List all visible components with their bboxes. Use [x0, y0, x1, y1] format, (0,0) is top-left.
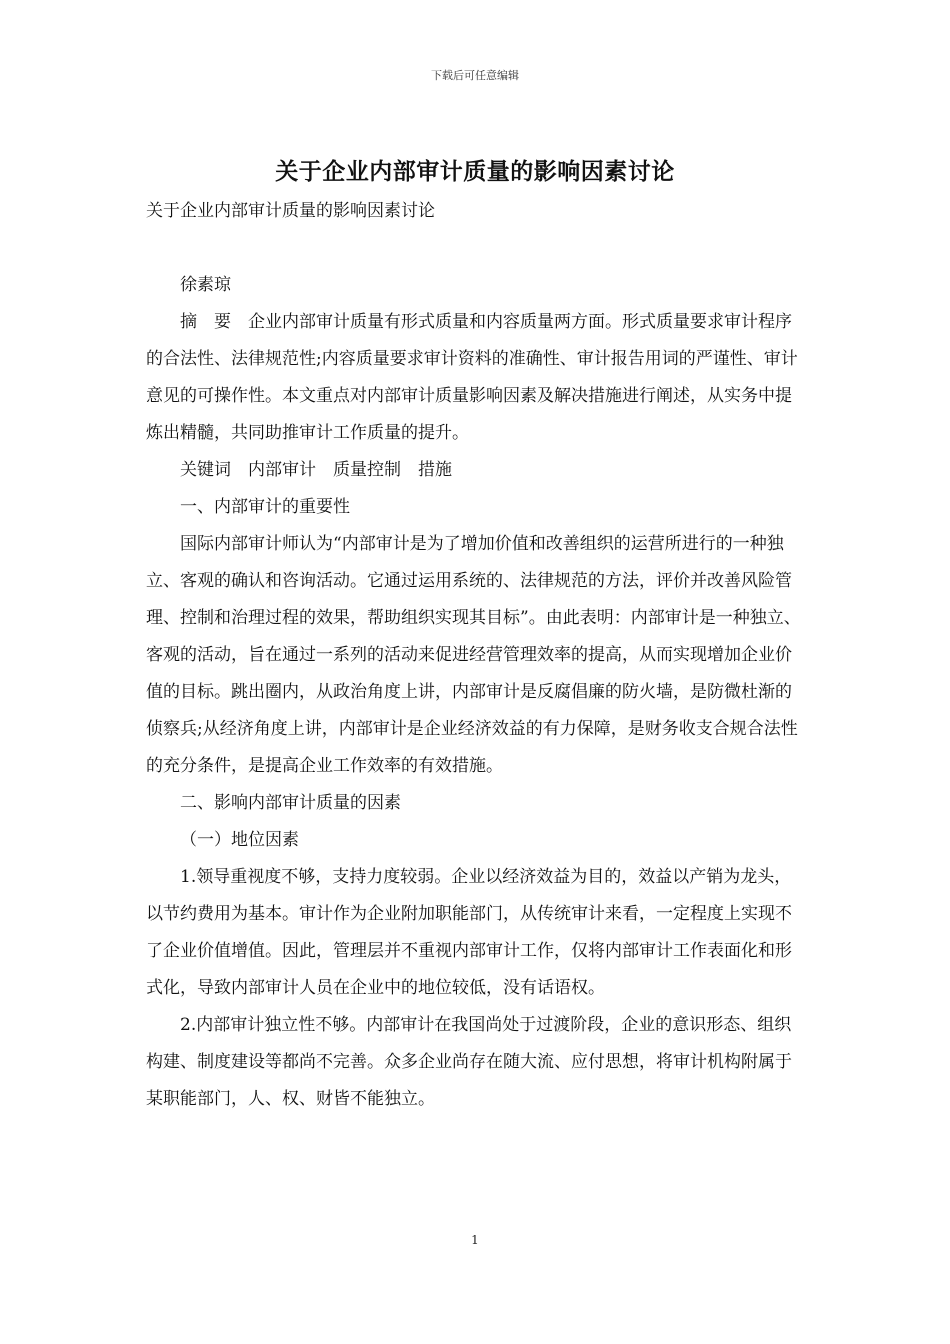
document-title: 关于企业内部审计质量的影响因素讨论	[275, 158, 675, 185]
subsection-heading-1: （一）地位因素	[180, 830, 299, 850]
page-number: 1	[471, 1233, 479, 1247]
point-1-paragraph: 1.领导重视度不够，支持力度较弱。企业以经济效益为目的，效益以产销为龙头，以节约费用为基本。审计作为企业附加职能部门，从传统审计来看，一定程度上实现不了企业价值增值。因此，管理层并不重视内部审计工作，仅将内部审计工作表面化和形式化，导致内部审计人员在企业中的地位较低，没有话语权。	[146, 867, 792, 998]
header-note: 下载后可任意编辑	[431, 69, 519, 82]
keywords: 关键词 内部审计 质量控制 措施	[180, 460, 452, 480]
author: 徐素琼	[180, 275, 231, 295]
section-heading-2: 二、影响内部审计质量的因素	[180, 793, 401, 813]
section-1-paragraph: 国际内部审计师认为“内部审计是为了增加价值和改善组织的运营所进行的一种独立、客观的确认和咨询活动。它通过运用系统的、法律规范的方法，评价并改善风险管理、控制和治理过程的效果，帮助组织实现其目标”。由此表明：内部审计是一种独立、客观的活动，旨在通过一系列的活动来促进经营管理效率的提高，从而实现增加企业价值的目标。跳出圈内，从政治角度上讲，内部审计是反腐倡廉的防火墙，是防微杜渐的侦察兵;从经济角度上讲，内部审计是企业经济效益的有力保障，是财务收支合规合法性的充分条件，是提高企业工作效率的有效措施。	[146, 534, 801, 776]
point-2-paragraph: 2.内部审计独立性不够。内部审计在我国尚处于过渡阶段，企业的意识形态、组织构建、制度建设等都尚不完善。众多企业尚存在随大流、应付思想，将审计机构附属于某职能部门，人、权、财皆不能独立。	[146, 1015, 792, 1109]
abstract: 摘 要 企业内部审计质量有形式质量和内容质量两方面。形式质量要求审计程序的合法性、法律规范性;内容质量要求审计资料的准确性、审计报告用词的严谨性、审计意见的可操作性。本文重点对内部审计质量影响因素及解决措施进行阐述，从实务中提炼出精髓，共同助推审计工作质量的提升。	[146, 312, 798, 443]
document-body	[146, 193, 806, 1118]
document-subtitle: 关于企业内部审计质量的影响因素讨论	[146, 201, 435, 221]
section-heading-1: 一、内部审计的重要性	[180, 497, 350, 517]
